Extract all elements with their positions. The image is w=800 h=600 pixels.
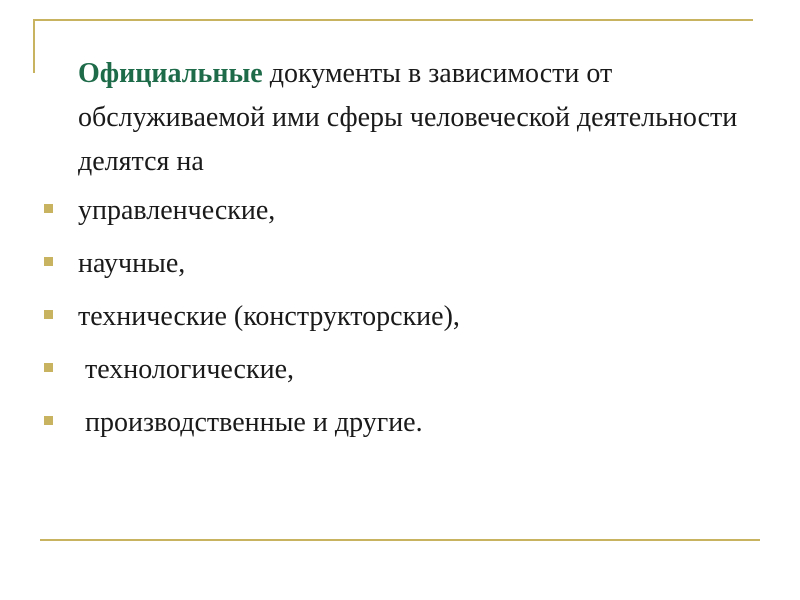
list-item [44,396,764,449]
bullet-list [44,184,764,449]
list-item [44,290,764,343]
slide-content [44,52,764,449]
square-bullet-icon [44,204,53,213]
square-bullet-icon [44,416,53,425]
square-bullet-icon [44,257,53,266]
list-item [44,184,764,237]
frame-left-line [33,19,35,73]
square-bullet-icon [44,363,53,372]
frame-top-line [33,19,753,21]
intro-paragraph [78,52,764,184]
frame-bottom-line [40,539,760,541]
list-item-text: технологические, [78,354,295,385]
square-bullet-icon [44,310,53,319]
list-item [44,343,764,396]
intro-accent-word: Официальные [78,58,263,89]
list-item-text: управленческие, [78,195,276,226]
list-item-text: научные, [78,248,186,279]
intro-text: документы в зависимости от обслуживаемой ими сферы человеческой деятельности делятся на [78,58,738,177]
list-item-text: производственные и другие. [78,407,423,438]
list-item-text: технические (конструкторские), [78,301,460,332]
list-item [44,237,764,290]
